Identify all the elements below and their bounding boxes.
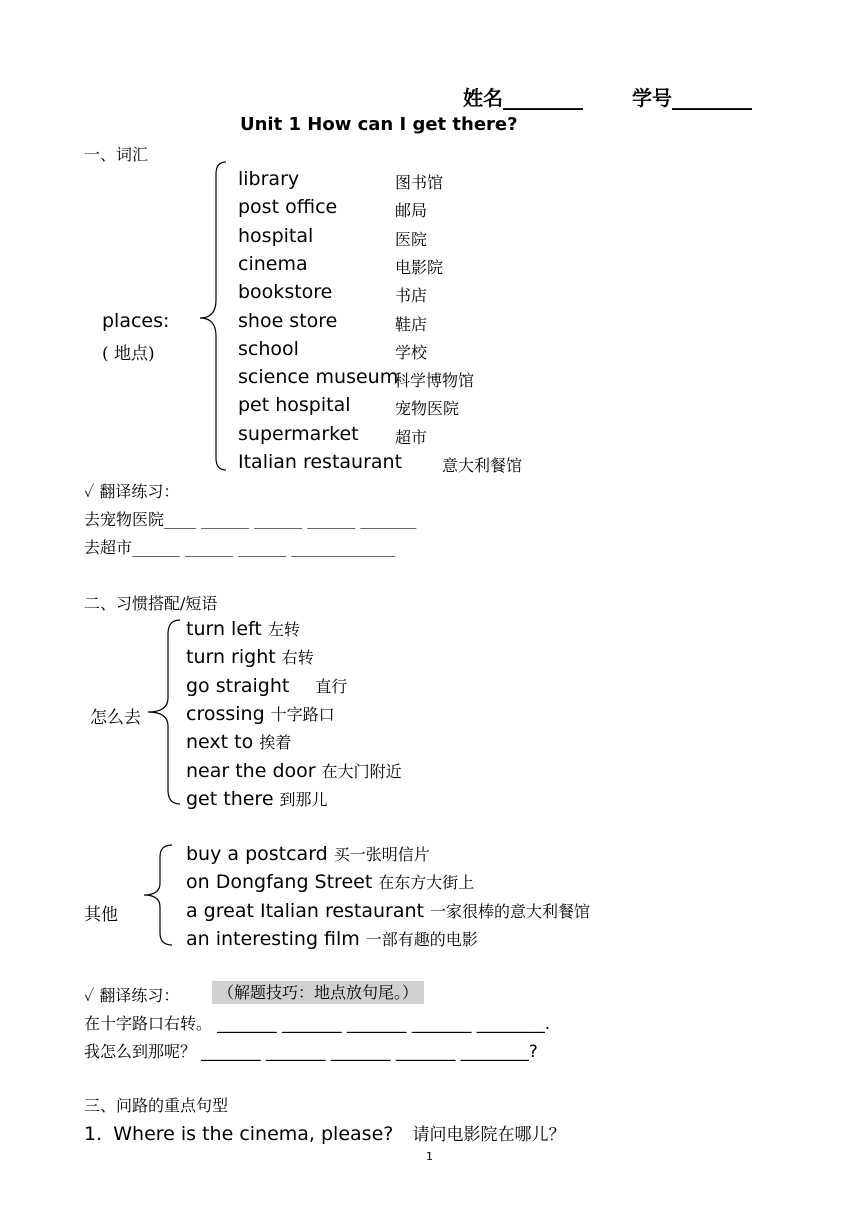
phrase-en: near the door — [186, 759, 316, 782]
vocab-cn: 宠物医院 — [395, 399, 460, 419]
practice2-tip-text: （解题技巧：地点放句尾。） — [212, 981, 424, 1004]
phrase-item — [186, 927, 478, 950]
places-label-cn: ( 地点) — [102, 344, 155, 364]
phrase-en: a great Italian restaurant — [186, 899, 425, 922]
phrase-cn: 一家很棒的意大利餐馆 — [430, 901, 591, 921]
practice2-line-2 — [84, 1039, 538, 1062]
phrase-cn: 到那儿 — [279, 789, 328, 809]
others-label: 其他 — [84, 905, 118, 925]
phrase-item — [186, 674, 347, 697]
phrase-item — [186, 702, 335, 725]
section3-heading: 三、问路的重点句型 — [84, 1096, 229, 1115]
phrase-cn: 买一张明信片 — [333, 845, 430, 864]
section2-heading: 二、习惯搭配/短语 — [84, 594, 218, 613]
phrase-item — [186, 787, 328, 810]
vocab-en: post office — [238, 196, 338, 219]
section1-heading: 一、词汇 — [84, 145, 149, 164]
vocab-cn: 图书馆 — [395, 173, 444, 192]
phrase-en: an interesting film — [186, 927, 360, 950]
student-id-field: 学号________ — [632, 86, 752, 110]
vocab-cn: 学校 — [395, 342, 428, 362]
vocab-cn: 科学博物馆 — [394, 371, 475, 391]
vocab-cn: 超市 — [395, 427, 428, 447]
phrase-item — [186, 899, 590, 922]
phrase-item — [186, 870, 474, 893]
phrase-cn: 右转 — [281, 648, 314, 668]
vocab-en: library — [238, 168, 300, 190]
sentence-1-cn: 请问电影院在哪儿？ — [412, 1125, 566, 1145]
phrase-cn: 在东方大街上 — [378, 873, 475, 893]
vocab-en: cinema — [238, 252, 308, 275]
phrase-en: turn left — [186, 618, 262, 640]
vocab-en: shoe store — [238, 309, 338, 332]
vocab-en: bookstore — [238, 281, 333, 304]
others-brace — [140, 843, 180, 947]
phrase-cn: 十字路口 — [270, 704, 335, 724]
vocab-en: supermarket — [238, 422, 359, 445]
practice1-label: ✓ 翻译练习： — [84, 482, 180, 501]
phrase-cn: 挨着 — [259, 733, 292, 753]
phrase-item — [186, 645, 314, 668]
phrase-en: on Dongfang Street — [186, 871, 373, 894]
practice2-tip — [212, 980, 424, 1003]
name-field: 姓名________ — [463, 86, 583, 110]
places-label: places: — [102, 310, 170, 332]
practice2-line-2-blanks: _______ _______ _______ _______ ________? — [201, 1042, 538, 1062]
phrase-en: next to — [186, 731, 254, 754]
vocab-cn: 书店 — [395, 286, 428, 306]
practice2-line-1-cn: 在十字路口右转。 — [84, 1014, 213, 1033]
phrase-item — [186, 730, 291, 753]
practice1-line-1: 去宠物医院____ ______ ______ ______ _______ — [84, 510, 417, 529]
vocab-cn: 医院 — [395, 229, 428, 249]
vocab-en: pet hospital — [238, 394, 351, 417]
practice1-line-2: 去超市______ ______ ______ _____________ — [84, 538, 396, 557]
phrase-en: get there — [186, 787, 274, 810]
phrase-item — [186, 759, 402, 782]
places-brace — [196, 160, 230, 472]
how-to-go-brace — [144, 618, 184, 806]
phrase-cn: 一部有趣的电影 — [365, 929, 478, 949]
phrase-en: go straight — [186, 674, 290, 697]
sentence-item-1 — [84, 1120, 565, 1145]
page-number: 1 — [426, 1150, 433, 1163]
practice2-label: ✓ 翻译练习： — [84, 986, 180, 1005]
sentence-1-en: Where is the cinema, please? — [113, 1123, 394, 1145]
phrase-cn: 在大门附近 — [321, 761, 402, 781]
vocab-en: science museum — [238, 366, 399, 389]
phrase-item — [186, 842, 430, 865]
phrase-item — [186, 617, 300, 640]
phrase-en: turn right — [186, 646, 276, 669]
sentence-1-num: 1. — [84, 1123, 103, 1145]
practice2-line-1 — [84, 1011, 550, 1034]
phrase-en: crossing — [186, 702, 265, 725]
phrase-en: buy a postcard — [186, 843, 328, 865]
vocab-cn: 邮局 — [395, 201, 428, 221]
vocab-en: hospital — [238, 224, 314, 247]
how-to-go-label: 怎么去 — [90, 708, 141, 728]
phrase-cn: 直行 — [315, 676, 348, 696]
practice2-line-1-blanks: _______ _______ _______ _______ ________. — [217, 1014, 551, 1034]
vocab-en: school — [238, 337, 299, 360]
vocab-cn: 鞋店 — [395, 314, 428, 334]
page-title: Unit 1 How can I get there? — [240, 114, 518, 135]
vocab-cn: 意大利餐馆 — [442, 456, 523, 475]
phrase-cn: 左转 — [267, 620, 300, 639]
practice2-line-2-cn: 我怎么到那呢？ — [84, 1042, 197, 1061]
vocab-cn: 电影院 — [395, 257, 444, 277]
vocab-en: Italian restaurant — [238, 451, 403, 473]
